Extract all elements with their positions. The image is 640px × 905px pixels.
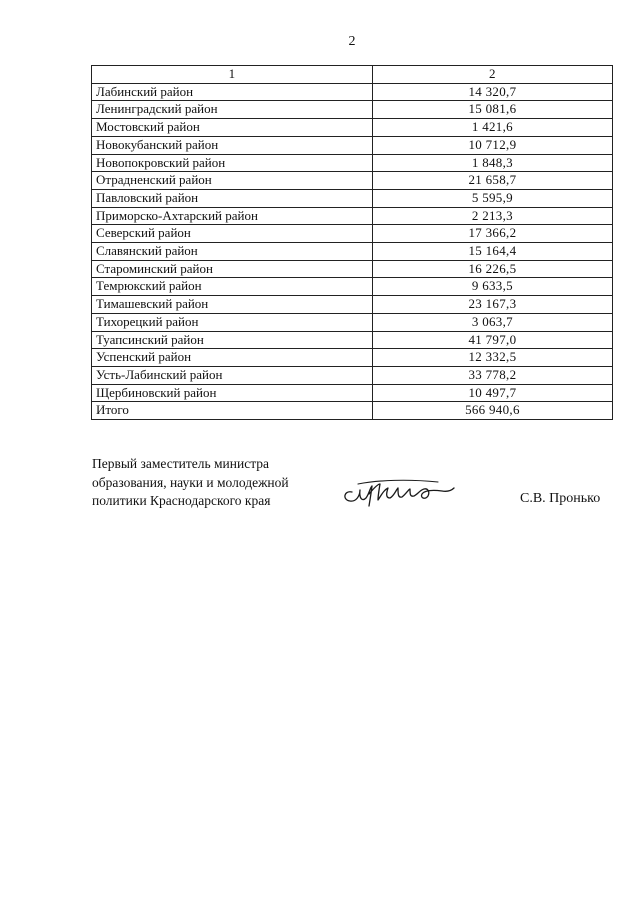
amount-cell: 1 848,3 [372,154,612,172]
district-name-cell: Лабинский район [92,83,373,101]
table-row [92,207,613,225]
total-row [92,402,613,420]
amount-cell: 9 633,5 [372,278,612,296]
table-row [92,296,613,314]
signatory-position-line: Первый заместитель министра [92,456,270,471]
amount-cell: 33 778,2 [372,366,612,384]
district-name-cell: Новопокровский район [92,154,373,172]
table-row [92,278,613,296]
table-row [92,225,613,243]
district-name-cell: Мостовский район [92,119,373,137]
district-name-cell: Славянский район [92,243,373,261]
table-row [92,154,613,172]
table-row [92,384,613,402]
district-name-cell: Темрюкский район [92,278,373,296]
amount-cell: 15 081,6 [372,101,612,119]
district-name-cell: Северский район [92,225,373,243]
table-row [92,243,613,261]
district-name-cell: Усть-Лабинский район [92,366,373,384]
table-row [92,172,613,190]
table-row [92,331,613,349]
table-row [92,313,613,331]
column-header-2: 2 [372,66,612,84]
amount-cell: 3 063,7 [372,313,612,331]
district-name-cell: Успенский район [92,349,373,367]
district-name-cell: Староминский район [92,260,373,278]
amount-cell: 23 167,3 [372,296,612,314]
amount-cell: 10 497,7 [372,384,612,402]
signatory-position-line: образования, науки и молодежной [92,474,289,490]
handwritten-signature [338,470,468,514]
district-name-cell: Павловский район [92,189,373,207]
table-row [92,119,613,137]
column-header-1: 1 [92,66,373,84]
amount-cell: 16 226,5 [372,260,612,278]
amount-cell: 21 658,7 [372,172,612,190]
amount-cell: 2 213,3 [372,207,612,225]
amount-cell: 12 332,5 [372,349,612,367]
table-row [92,101,613,119]
districts-table [91,65,613,420]
amount-cell: 10 712,9 [372,136,612,154]
district-name-cell: Ленинградский район [92,101,373,119]
district-name-cell: Новокубанский район [92,136,373,154]
table-body [92,66,613,420]
table-row [92,366,613,384]
table-row [92,83,613,101]
table-row [92,189,613,207]
total-label-cell: Итого [92,402,373,420]
district-name-cell: Тихорецкий район [92,313,373,331]
district-name-cell: Тимашевский район [92,296,373,314]
table-row [92,349,613,367]
amount-cell: 15 164,4 [372,243,612,261]
table-row [92,260,613,278]
table-header-row [92,66,613,84]
table-row [92,136,613,154]
district-name-cell: Туапсинский район [92,331,373,349]
district-name-cell: Отрадненский район [92,172,373,190]
amount-cell: 5 595,9 [372,189,612,207]
amount-cell: 1 421,6 [372,119,612,137]
signatory-position-line: политики Краснодарского края [92,493,271,508]
signer-name: С.В. Пронько [520,491,601,506]
page-number: 2 [348,34,356,49]
total-amount-cell: 566 940,6 [372,402,612,420]
amount-cell: 41 797,0 [372,331,612,349]
amount-cell: 17 366,2 [372,225,612,243]
district-name-cell: Щербиновский район [92,384,373,402]
signatory-position [92,455,322,511]
amount-cell: 14 320,7 [372,83,612,101]
district-name-cell: Приморско-Ахтарский район [92,207,373,225]
